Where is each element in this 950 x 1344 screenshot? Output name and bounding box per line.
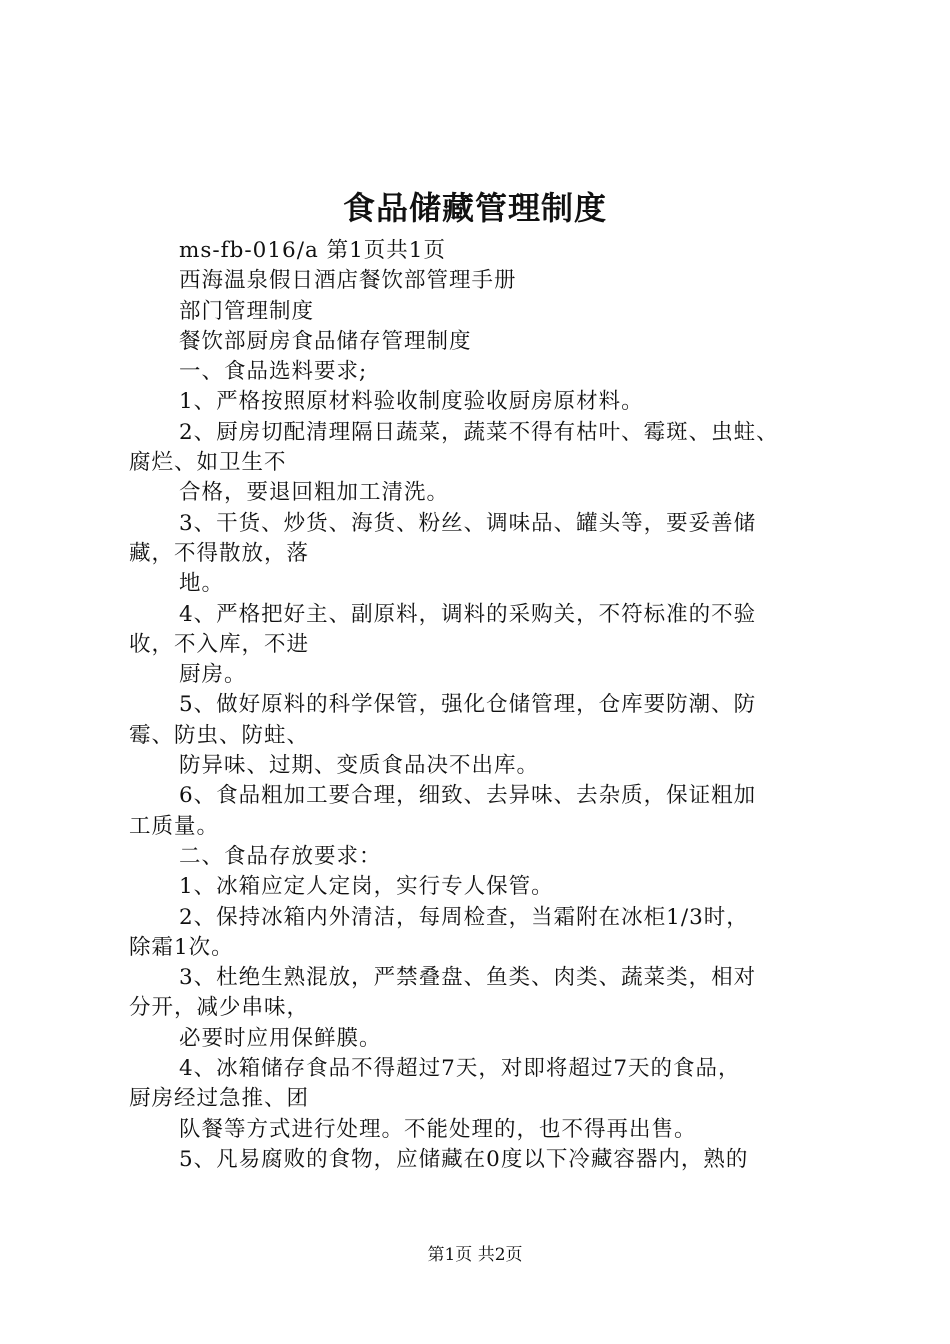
list-item bbox=[129, 1054, 845, 1145]
manual-name: 西海温泉假日酒店餐饮部管理手册 bbox=[179, 268, 517, 294]
section1-item6-line2: 工质量。 bbox=[129, 813, 220, 839]
section1-item6-line1: 6、食品粗加工要合理，细致、去异味、去杂质，保证粗加 bbox=[179, 783, 757, 809]
manual-line bbox=[129, 266, 845, 296]
list-item bbox=[129, 690, 845, 781]
section1-item1: 1、严格按照原材料验收制度验收厨房原材料。 bbox=[179, 389, 644, 415]
list-item bbox=[129, 1145, 845, 1175]
section1-item2-line1: 2、厨房切配清理隔日蔬菜，蔬菜不得有枯叶、霉斑、虫蛀、 bbox=[179, 419, 779, 445]
section2-item4-line2: 厨房经过急推、团 bbox=[129, 1086, 310, 1112]
section-heading bbox=[129, 357, 845, 387]
section1-item4-line3: 厨房。 bbox=[179, 662, 247, 688]
list-item bbox=[129, 903, 845, 964]
section1-item5-line3: 防异味、过期、变质食品决不出库。 bbox=[179, 753, 540, 779]
section2-heading: 二、食品存放要求： bbox=[179, 843, 382, 869]
section1-item3-line3: 地。 bbox=[179, 571, 225, 597]
list-item bbox=[129, 600, 845, 691]
list-item bbox=[129, 781, 845, 842]
list-item bbox=[129, 509, 845, 600]
list-item bbox=[129, 963, 845, 1054]
section2-item5-line1: 5、凡易腐败的食物，应储藏在0度以下冷藏容器内，熟的 bbox=[179, 1146, 749, 1172]
section2-item3-line1: 3、杜绝生熟混放，严禁叠盘、鱼类、肉类、蔬菜类，相对 bbox=[179, 965, 757, 991]
doc-code-line bbox=[129, 236, 845, 266]
list-item bbox=[129, 418, 845, 509]
section2-item2-line2: 除霜1次。 bbox=[129, 934, 234, 960]
category-line bbox=[129, 297, 845, 327]
section1-item3-line2: 藏，不得散放，落 bbox=[129, 540, 310, 566]
page-number: 第1页 共2页 bbox=[427, 1245, 523, 1265]
doc-code: ms-fb-016/a 第1页共1页 bbox=[179, 238, 446, 263]
section1-item2-line3: 合格，要退回粗加工清洗。 bbox=[179, 480, 450, 506]
section1-item5-line1: 5、做好原料的科学保管，强化仓储管理，仓库要防潮、防 bbox=[179, 692, 757, 718]
section1-heading: 一、食品选料要求; bbox=[179, 359, 368, 385]
section2-item4-line3: 队餐等方式进行处理。不能处理的，也不得再出售。 bbox=[179, 1116, 697, 1142]
list-item bbox=[129, 387, 845, 417]
section2-item1: 1、冰箱应定人定岗，实行专人保管。 bbox=[179, 874, 554, 900]
section1-item4-line1: 4、严格把好主、副原料，调料的采购关，不符标准的不验 bbox=[179, 601, 757, 627]
page-footer bbox=[0, 1243, 950, 1267]
section2-item4-line1: 4、冰箱储存食品不得超过7天，对即将超过7天的食品， bbox=[179, 1056, 741, 1082]
document-title: 食品储藏管理制度 bbox=[342, 189, 607, 227]
section2-item2-line1: 2、保持冰箱内外清洁，每周检查，当霜附在冰柜1/3时， bbox=[179, 904, 749, 930]
section1-item2-line2: 腐烂、如卫生不 bbox=[129, 450, 287, 476]
section1-item4-line2: 收，不入库，不进 bbox=[129, 631, 310, 657]
section2-item3-line2: 分开，减少串味， bbox=[129, 995, 310, 1021]
document-body bbox=[129, 236, 845, 1175]
section2-item3-line3: 必要时应用保鲜膜。 bbox=[179, 1025, 382, 1051]
subject-line bbox=[129, 327, 845, 357]
section1-item5-line2: 霉、防虫、防蛀、 bbox=[129, 722, 310, 748]
section1-item3-line1: 3、干货、炒货、海货、粉丝、调味品、罐头等，要妥善储 bbox=[179, 510, 757, 536]
list-item bbox=[129, 872, 845, 902]
category-name: 部门管理制度 bbox=[179, 298, 315, 324]
section-heading bbox=[129, 842, 845, 872]
subject-name: 餐饮部厨房食品储存管理制度 bbox=[179, 328, 472, 354]
